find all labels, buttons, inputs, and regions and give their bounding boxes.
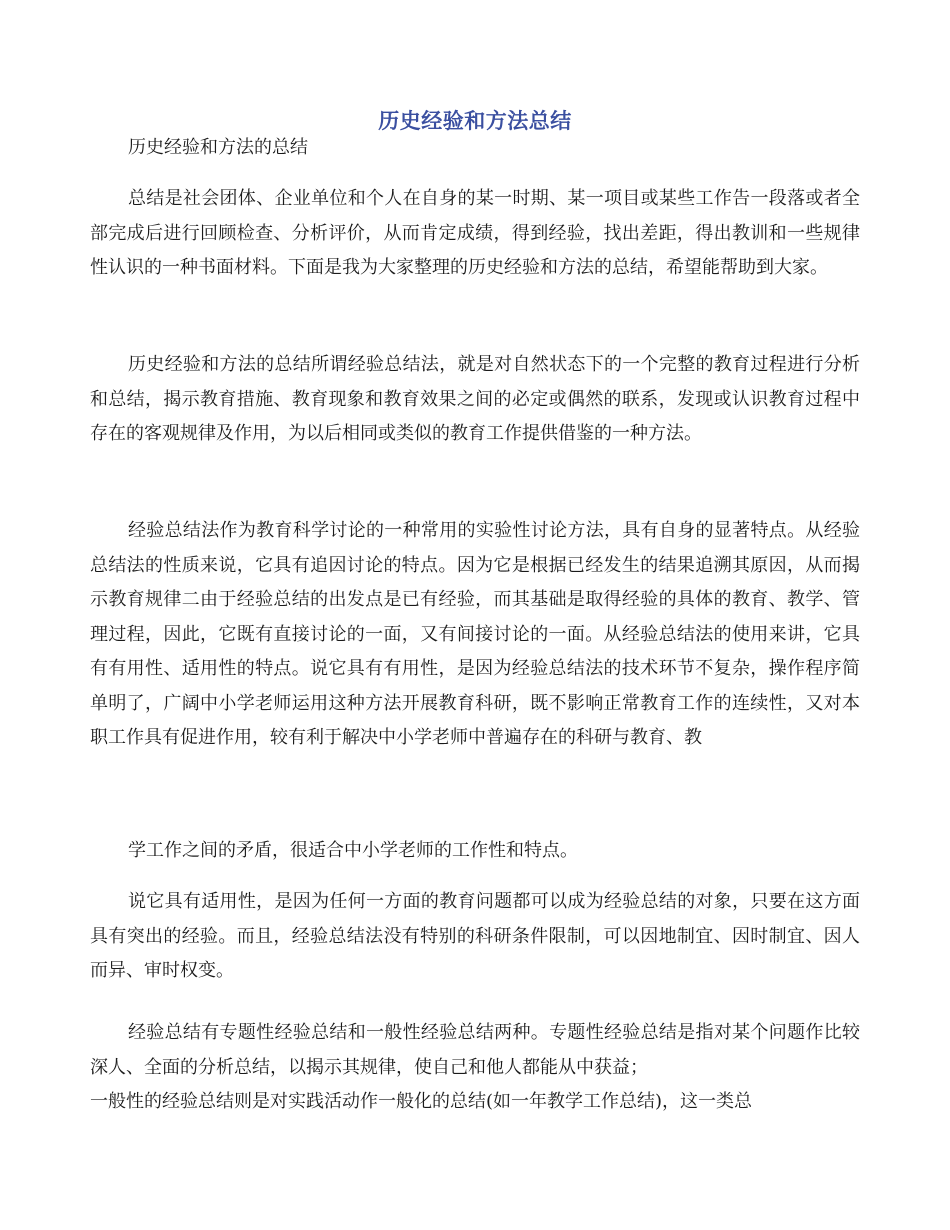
subtitle-paragraph: 历史经验和方法的总结 <box>128 137 308 158</box>
summary-types-paragraph: 经验总结有专题性经验总结和一般性经验总结两种。专题性经验总结是指对某个问题作比较深人、全面的分析总结，以揭示其规律，使自己和他人都能从中获益； <box>90 1022 860 1078</box>
method-characteristics-paragraph: 经验总结法作为教育科学讨论的一种常用的实验性讨论方法，具有自身的显著特点。从经验总结法的性质来说，它具有追因讨论的特点。因为它是根据已经发生的结果追溯其原因，从而揭示教育规律二由于经验总结的出发点是已有经验，而其基础是取得经验的具体的教育、教学、管理过程，因此，它既有直接讨论的一面，又有间接讨论的一面。从经验总结法的使用来讲，它具有有用性、适用性的特点。说它具有有用性，是因为经验总结法的技术环节不复杂，操作程序简单明了，广阔中小学老师运用这种方法开展教育科研，既不影响正常教育工作的连续性，又对本职工作具有促进作用，较有利于解决中小学老师中普遍存在的科研与教育、教 <box>90 520 860 748</box>
document-title: 历史经验和方法总结 <box>378 108 572 133</box>
continuation-paragraph: 学工作之间的矛盾，很适合中小学老师的工作性和特点。 <box>128 840 578 861</box>
intro-paragraph: 总结是社会团体、企业单位和个人在自身的某一时期、某一项目或某些工作告一段落或者全部完成后进行回顾检查、分析评价，从而肯定成绩，得到经验，找出差距，得出教训和一些规律性认识的一种书面材料。下面是我为大家整理的历史经验和方法的总结，希望能帮助到大家。 <box>90 188 860 278</box>
general-summary-paragraph: 一般性的经验总结则是对实践活动作一般化的总结(如一年教学工作总结)，这一类总 <box>90 1091 753 1112</box>
method-definition-paragraph: 历史经验和方法的总结所谓经验总结法，就是对自然状态下的一个完整的教育过程进行分析和总结，揭示教育措施、教育现象和教育效果之间的必定或偶然的联系，发现或认识教育过程中存在的客观规律及作用，为以后相同或类似的教育工作提供借鉴的一种方法。 <box>90 354 860 444</box>
applicability-paragraph: 说它具有适用性，是因为任何一方面的教育问题都可以成为经验总结的对象，只要在这方面具有突出的经验。而且，经验总结法没有特别的科研条件限制，可以因地制宜、因时制宜、因人而异、审时权变。 <box>90 891 860 981</box>
